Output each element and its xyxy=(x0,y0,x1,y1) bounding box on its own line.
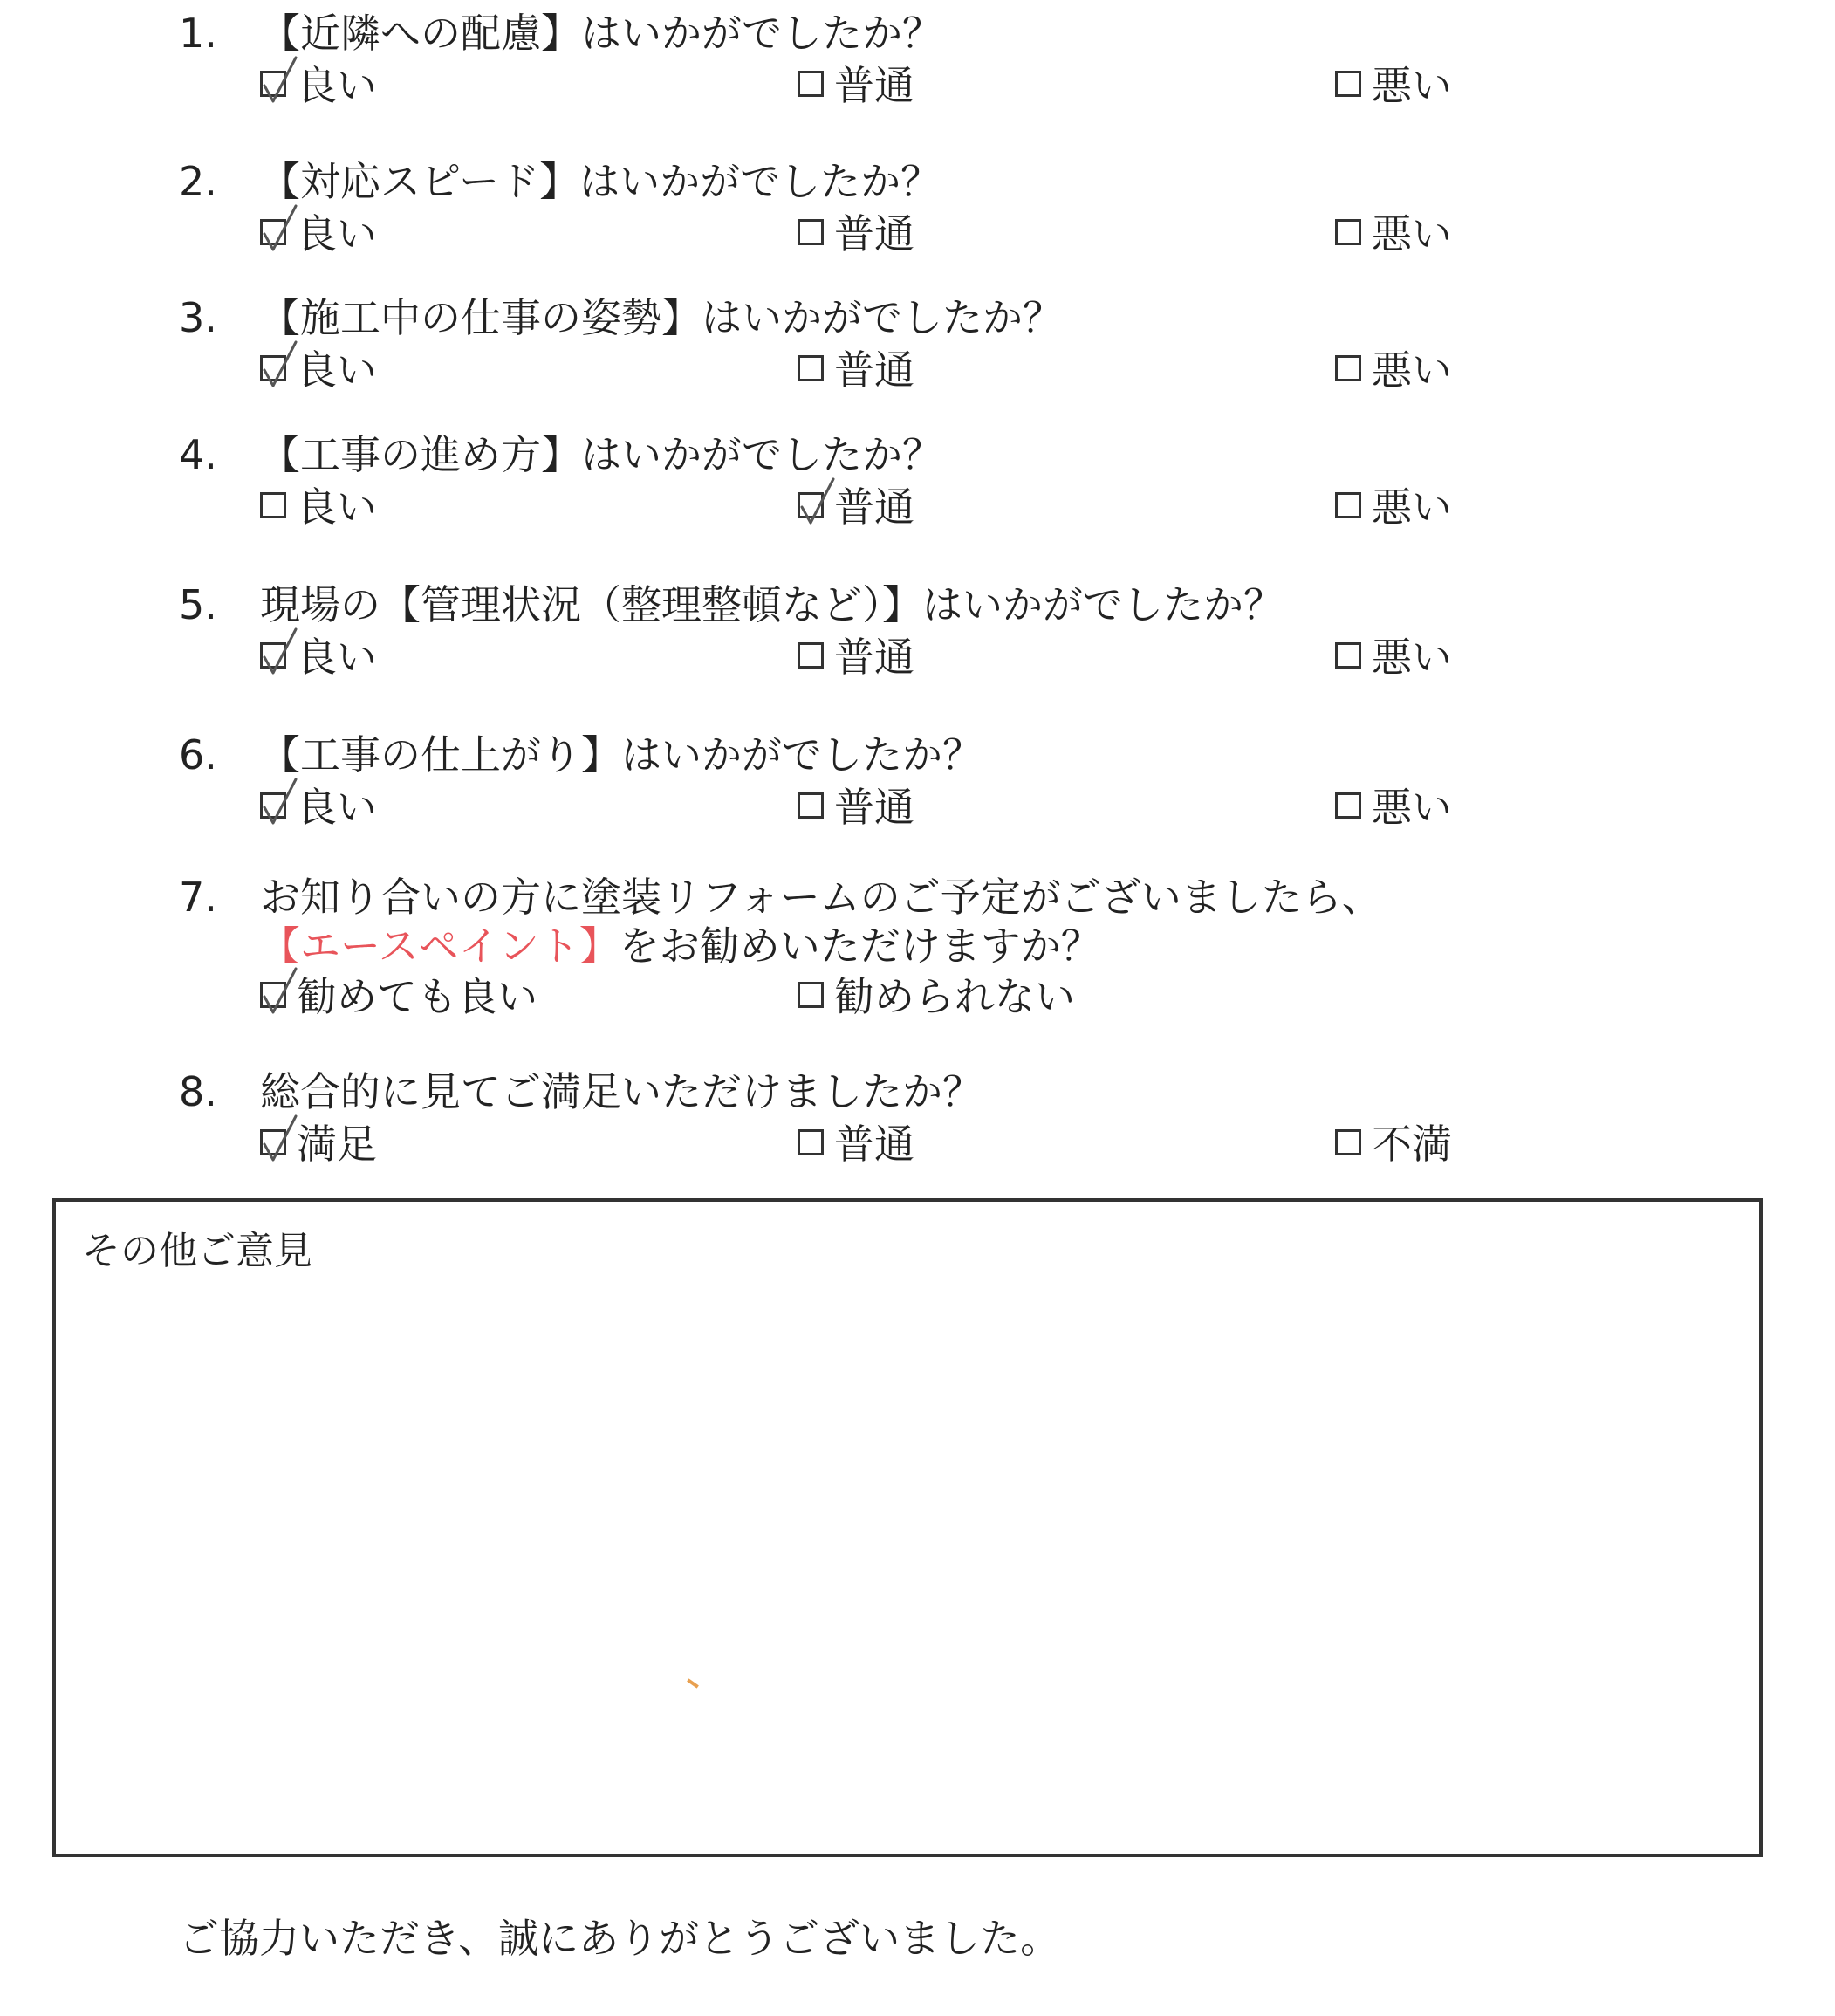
ink-speck xyxy=(687,1678,699,1688)
checkbox[interactable] xyxy=(798,71,824,97)
question-text: 【工事の仕上がり】はいかがでしたか？ xyxy=(260,731,983,778)
option-label: 良い xyxy=(297,346,377,394)
checkbox[interactable] xyxy=(1335,355,1361,381)
option-label: 普通 xyxy=(834,784,914,831)
company-name: 【エースペイント】 xyxy=(260,922,620,970)
checkbox[interactable] xyxy=(1335,492,1361,518)
checkbox[interactable] xyxy=(1335,642,1361,669)
check-mark-icon xyxy=(257,204,301,258)
option-label: 勧めても良い xyxy=(297,973,537,1020)
checkbox[interactable] xyxy=(798,492,824,518)
checkbox[interactable] xyxy=(1335,219,1361,245)
comments-label: その他ご意見 xyxy=(82,1229,312,1273)
thank-you-message: ご協力いただき、誠にありがとうございました。 xyxy=(179,1915,1061,1962)
question-text: 【施工中の仕事の姿勢】はいかがでしたか？ xyxy=(260,294,1063,341)
option-label: 普通 xyxy=(834,210,914,257)
option-label: 普通 xyxy=(834,62,914,109)
check-mark-icon xyxy=(257,967,301,1021)
option-label: 勧められない xyxy=(834,973,1075,1020)
check-mark-icon xyxy=(257,1114,301,1169)
check-mark-icon xyxy=(257,340,301,394)
question-number: 1. xyxy=(179,10,217,57)
option-label: 普通 xyxy=(834,483,914,531)
question-text: 【近隣への配慮】はいかがでしたか？ xyxy=(260,10,942,57)
checkbox[interactable] xyxy=(1335,1129,1361,1155)
question-number: 8. xyxy=(179,1068,217,1115)
checkbox[interactable] xyxy=(1335,792,1361,819)
checkbox[interactable] xyxy=(260,982,286,1008)
question-number: 2. xyxy=(179,158,217,205)
checkbox[interactable] xyxy=(1335,71,1361,97)
option-label: 良い xyxy=(297,784,377,831)
comments-box[interactable] xyxy=(52,1198,1763,1857)
question-number: 7. xyxy=(179,874,217,921)
check-mark-icon xyxy=(257,778,301,832)
question-number: 6. xyxy=(179,731,217,778)
option-label: 悪い xyxy=(1372,784,1452,831)
option-label: 普通 xyxy=(834,346,914,394)
question-text-continued xyxy=(260,922,1101,970)
option-label: 満足 xyxy=(297,1121,377,1168)
option-label: 不満 xyxy=(1372,1121,1452,1168)
option-label: 悪い xyxy=(1372,483,1452,531)
option-label: 悪い xyxy=(1372,346,1452,394)
checkbox[interactable] xyxy=(260,219,286,245)
question-text-tail: をお勧めいただけますか？ xyxy=(619,922,1101,970)
checkbox[interactable] xyxy=(798,792,824,819)
checkbox[interactable] xyxy=(260,355,286,381)
option-label: 悪い xyxy=(1372,634,1452,681)
checkbox[interactable] xyxy=(798,355,824,381)
option-label: 良い xyxy=(297,483,377,531)
check-mark-icon xyxy=(795,477,839,531)
check-mark-icon xyxy=(257,56,301,110)
option-label: 良い xyxy=(297,634,377,681)
checkbox[interactable] xyxy=(798,642,824,669)
question-number: 3. xyxy=(179,294,217,341)
option-label: 普通 xyxy=(834,1121,914,1168)
check-mark-icon xyxy=(257,627,301,682)
checkbox[interactable] xyxy=(798,1129,824,1155)
checkbox[interactable] xyxy=(798,219,824,245)
checkbox[interactable] xyxy=(260,1129,286,1155)
question-number: 4. xyxy=(179,431,217,478)
option-label: 良い xyxy=(297,62,377,109)
question-text: 【対応スピード】はいかがでしたか？ xyxy=(260,158,941,205)
checkbox[interactable] xyxy=(260,792,286,819)
question-text: お知り合いの方に塗装リフォームのご予定がございましたら、 xyxy=(260,874,1382,921)
question-number: 5. xyxy=(179,581,217,628)
checkbox[interactable] xyxy=(260,71,286,97)
option-label: 悪い xyxy=(1372,210,1452,257)
question-text: 【工事の進め方】はいかがでしたか？ xyxy=(260,431,942,478)
option-label: 普通 xyxy=(834,634,914,681)
option-label: 悪い xyxy=(1372,62,1452,109)
checkbox[interactable] xyxy=(798,982,824,1008)
checkbox[interactable] xyxy=(260,492,286,518)
option-label: 良い xyxy=(297,210,377,257)
checkbox[interactable] xyxy=(260,642,286,669)
question-text: 総合的に見てご満足いただけましたか？ xyxy=(260,1068,983,1115)
question-text: 現場の【管理状況（整理整頓など）】はいかがでしたか？ xyxy=(260,581,1284,628)
